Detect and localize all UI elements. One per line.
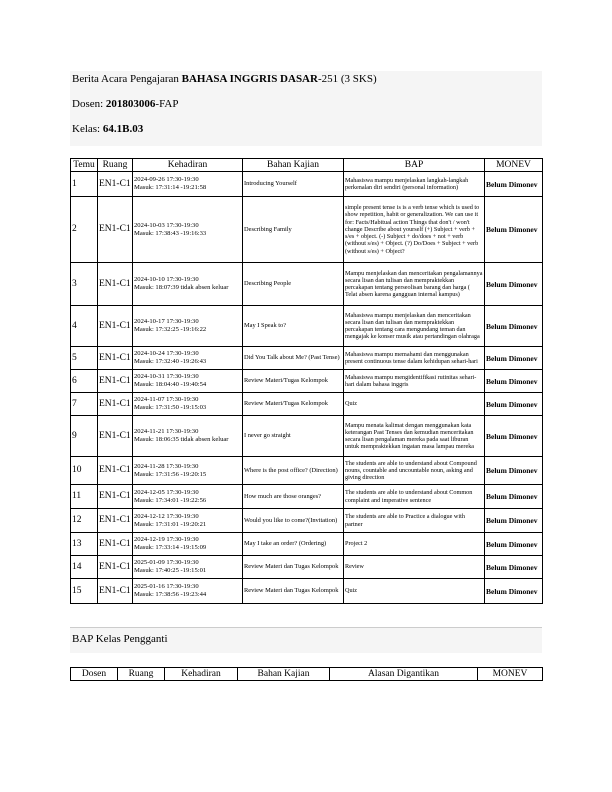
masuk-text: Masuk: 17:31:56 -19:20:15	[134, 470, 207, 478]
monev-cell: Belum Dimonev	[485, 263, 543, 306]
monev-cell: Belum Dimonev	[485, 306, 543, 347]
kelas-line	[72, 121, 540, 146]
temu-cell: 5	[71, 347, 98, 370]
course-suffix: -251 (3 SKS)	[317, 73, 377, 85]
temu-cell: 11	[71, 485, 98, 509]
bahan-cell: Describing Family	[243, 197, 344, 263]
kehadiran-cell	[133, 485, 243, 509]
table-header-row	[71, 159, 543, 172]
col-header-ruang: Ruang	[118, 668, 165, 681]
monev-cell: Belum Dimonev	[485, 556, 543, 579]
ruang-cell: EN1-C1	[98, 197, 133, 263]
course-title	[72, 71, 540, 96]
bahan-cell: May I take an order? (Ordering)	[243, 533, 344, 556]
bap-cell: simple present tense is is a verb tense which is used to show repetition, habit or generalization. We can use it for: Facts/Habitual action Things that don't / won't change Describe about yourself (+) Subject + verb + s/es + object. (-) Subject + do/does + not + verb (without s/es) + Object. (?) Do/Does + Subject + verb (without s/es) + Object?	[344, 197, 485, 263]
bap-cell: Quiz	[344, 393, 485, 416]
monev-cell: Belum Dimonev	[485, 533, 543, 556]
temu-cell: 15	[71, 579, 98, 604]
monev-cell: Belum Dimonev	[485, 485, 543, 509]
jadwal-text: 2025-01-09 17:30-19:30	[134, 559, 199, 566]
pengganti-header-row	[71, 668, 543, 681]
jadwal-text: 2024-11-07 17:30-19:30	[134, 396, 199, 403]
bahan-cell: Introducing Yourself	[243, 172, 344, 197]
masuk-text: Masuk: 17:38:56 -19:23:44	[134, 591, 207, 598]
temu-cell: 7	[71, 393, 98, 416]
table-row	[71, 533, 543, 556]
ruang-cell: EN1-C1	[98, 393, 133, 416]
masuk-text: Masuk: 18:04:40 -19:40:54	[134, 381, 207, 388]
monev-cell: Belum Dimonev	[485, 197, 543, 263]
kehadiran-cell	[133, 263, 243, 306]
temu-cell: 3	[71, 263, 98, 306]
masuk-text: Masuk: 17:31:14 -19:21:58	[134, 184, 207, 191]
bap-cell: The students are able to understand about Common complaint and imperative sentence	[344, 485, 485, 509]
bap-cell: Mahasiswa mampu menjelaskan dan menceritakan secara lisan dan tulisan dan mempraktekkan percakapan tentang cara mengundang teman dan mengajak ke konser musik atau pertandingan olahraga	[344, 306, 485, 347]
course-prefix: Berita Acara Pengajaran	[72, 73, 182, 85]
pengganti-section	[70, 627, 542, 681]
table-row	[71, 393, 543, 416]
jadwal-text: 2024-11-21 17:30-19:30	[134, 428, 199, 435]
ruang-cell: EN1-C1	[98, 172, 133, 197]
monev-cell: Belum Dimonev	[485, 457, 543, 485]
monev-cell: Belum Dimonev	[485, 509, 543, 533]
temu-cell: 10	[71, 457, 98, 485]
kehadiran-cell	[133, 533, 243, 556]
table-row	[71, 172, 543, 197]
ruang-cell: EN1-C1	[98, 347, 133, 370]
bahan-cell: Review Materi/Tugas Kelompok	[243, 370, 344, 393]
jadwal-text: 2024-11-28 17:30-19:30	[134, 462, 199, 470]
kelas-value: 64.1B.03	[102, 123, 144, 135]
masuk-text: Masuk: 17:34:01 -19:22:56	[134, 496, 207, 504]
monev-cell: Belum Dimonev	[485, 370, 543, 393]
kehadiran-cell	[133, 556, 243, 579]
jadwal-text: 2024-10-31 17:30-19:30	[134, 373, 199, 380]
ruang-cell: EN1-C1	[98, 556, 133, 579]
dosen-code: 201803006	[105, 98, 156, 110]
bahan-cell: Describing People	[243, 263, 344, 306]
temu-cell: 6	[71, 370, 98, 393]
jadwal-text: 2024-10-24 17:30-19:30	[134, 350, 199, 357]
bap-cell: Review	[344, 556, 485, 579]
temu-cell: 13	[71, 533, 98, 556]
pengganti-title: BAP Kelas Pengganti	[70, 627, 542, 653]
masuk-text: Masuk: 17:33:14 -19:15:09	[134, 544, 207, 551]
masuk-text: Masuk: 17:38:43 -19:16:33	[134, 229, 207, 237]
ruang-cell: EN1-C1	[98, 509, 133, 533]
masuk-text: Masuk: 17:32:40 -19:26:43	[134, 358, 207, 365]
dosen-label: Dosen:	[72, 98, 106, 110]
bap-cell: Mahasiswa mampu mengidentifikasi rutinitas sehari-hari dalam bahasa inggris	[344, 370, 485, 393]
table-row	[71, 263, 543, 306]
col-header-bahan-kajian: Bahan Kajian	[243, 159, 344, 172]
bahan-cell: Review Materi dan Tugas Kelompok	[243, 556, 344, 579]
bap-cell: The students are able to understand about Compound nouns, countable and uncountable noun, asking and giving direction	[344, 457, 485, 485]
bahan-cell: I never go straight	[243, 416, 344, 457]
table-row	[71, 509, 543, 533]
ruang-cell: EN1-C1	[98, 457, 133, 485]
masuk-text: Masuk: 18:06:35 tidak absen keluar	[134, 436, 229, 443]
kehadiran-cell	[133, 457, 243, 485]
masuk-text: Masuk: 17:32:25 -19:16:22	[134, 326, 207, 333]
bahan-cell: How much are those oranges?	[243, 485, 344, 509]
table-row	[71, 306, 543, 347]
document-page	[70, 71, 542, 681]
table-row	[71, 416, 543, 457]
kehadiran-cell	[133, 370, 243, 393]
table-row	[71, 485, 543, 509]
col-header-monev: MONEV	[485, 159, 543, 172]
bahan-cell: May I Speak to?	[243, 306, 344, 347]
masuk-text: Masuk: 18:07:39 tidak absen keluar	[134, 284, 229, 291]
col-header-monev: MONEV	[478, 668, 543, 681]
col-header-kehadiran: Kehadiran	[165, 668, 238, 681]
bap-cell: Mahasiswa mampu menjelaskan langkah-langkah perkenalan diri sendiri (personal information)	[344, 172, 485, 197]
bap-cell: Mampu menata kalimat dengan menggunakan kata keterangan Past Tenses dan kemudian menceritakan secara lisan pengalaman mereka pada saat liburan untuk mempraktekkan ingatan masa lampau mereka	[344, 416, 485, 457]
jadwal-text: 2024-10-03 17:30-19:30	[134, 221, 199, 229]
ruang-cell: EN1-C1	[98, 370, 133, 393]
bahan-cell: Where is the post office? (Direction)	[243, 457, 344, 485]
dosen-line	[72, 96, 540, 121]
kehadiran-cell	[133, 579, 243, 604]
kehadiran-cell	[133, 416, 243, 457]
jadwal-text: 2024-10-17 17:30-19:30	[134, 318, 199, 325]
kehadiran-cell	[133, 347, 243, 370]
table-row	[71, 347, 543, 370]
monev-cell: Belum Dimonev	[485, 347, 543, 370]
jadwal-text: 2024-09-26 17:30-19:30	[134, 176, 199, 183]
jadwal-text: 2024-12-12 17:30-19:30	[134, 512, 199, 520]
masuk-text: Masuk: 17:31:01 -19:20:21	[134, 520, 207, 528]
bap-cell: Quiz	[344, 579, 485, 604]
table-row	[71, 556, 543, 579]
ruang-cell: EN1-C1	[98, 416, 133, 457]
col-header-ruang: Ruang	[98, 159, 133, 172]
kehadiran-cell	[133, 197, 243, 263]
monev-cell: Belum Dimonev	[485, 579, 543, 604]
bap-cell: Mampu menjelaskan dan menceritakan pengalamannya secara lisan dan tulisan dan mempraktekkan percakapan tentang perseolisan barang dan harga ( Telat absen karena gangguan internal kampus)	[344, 263, 485, 306]
ruang-cell: EN1-C1	[98, 306, 133, 347]
document-header	[70, 71, 542, 146]
jadwal-text: 2025-01-16 17:30-19:30	[134, 583, 199, 590]
pengganti-table	[70, 667, 543, 681]
col-header-bap: BAP	[344, 159, 485, 172]
bap-cell: Project 2	[344, 533, 485, 556]
table-row	[71, 197, 543, 263]
kehadiran-cell	[133, 509, 243, 533]
table-row	[71, 457, 543, 485]
jadwal-text: 2024-10-10 17:30-19:30	[134, 276, 199, 283]
course-name: BAHASA INGGRIS DASAR	[181, 73, 318, 85]
jadwal-text: 2024-12-05 17:30-19:30	[134, 488, 199, 496]
kehadiran-cell	[133, 172, 243, 197]
table-row	[71, 579, 543, 604]
bahan-cell: Would you like to come?(Invitation)	[243, 509, 344, 533]
attendance-table	[70, 158, 543, 604]
col-header-dosen: Dosen	[71, 668, 118, 681]
ruang-cell: EN1-C1	[98, 579, 133, 604]
temu-cell: 4	[71, 306, 98, 347]
masuk-text: Masuk: 17:40:25 -19:15:01	[134, 567, 207, 574]
bahan-cell: Review Materi dan Tugas Kelompok	[243, 579, 344, 604]
table-row	[71, 370, 543, 393]
bap-cell: Mahasiswa mampu memahami dan menggunakan present continuous tense dalam kehidupan sehari-hari	[344, 347, 485, 370]
temu-cell: 1	[71, 172, 98, 197]
bahan-cell: Review Materi/Tugas Kelompok	[243, 393, 344, 416]
col-header-temu: Temu	[71, 159, 98, 172]
temu-cell: 2	[71, 197, 98, 263]
col-header-alasan-digantikan: Alasan Digantikan	[330, 668, 478, 681]
monev-cell: Belum Dimonev	[485, 393, 543, 416]
temu-cell: 9	[71, 416, 98, 457]
temu-cell: 12	[71, 509, 98, 533]
ruang-cell: EN1-C1	[98, 263, 133, 306]
masuk-text: Masuk: 17:31:50 -19:15:03	[134, 404, 207, 411]
kehadiran-cell	[133, 306, 243, 347]
ruang-cell: EN1-C1	[98, 485, 133, 509]
col-header-bahan-kajian: Bahan Kajian	[238, 668, 330, 681]
col-header-kehadiran: Kehadiran	[133, 159, 243, 172]
bahan-cell: Did You Talk about Me? (Past Tense)	[243, 347, 344, 370]
temu-cell: 14	[71, 556, 98, 579]
monev-cell: Belum Dimonev	[485, 416, 543, 457]
monev-cell: Belum Dimonev	[485, 172, 543, 197]
ruang-cell: EN1-C1	[98, 533, 133, 556]
jadwal-text: 2024-12-19 17:30-19:30	[134, 536, 199, 543]
kelas-label: Kelas:	[72, 123, 103, 135]
bap-cell: The students are able to Practice a dialogue with partner	[344, 509, 485, 533]
kehadiran-cell	[133, 393, 243, 416]
dosen-suffix: -FAP	[155, 98, 179, 110]
